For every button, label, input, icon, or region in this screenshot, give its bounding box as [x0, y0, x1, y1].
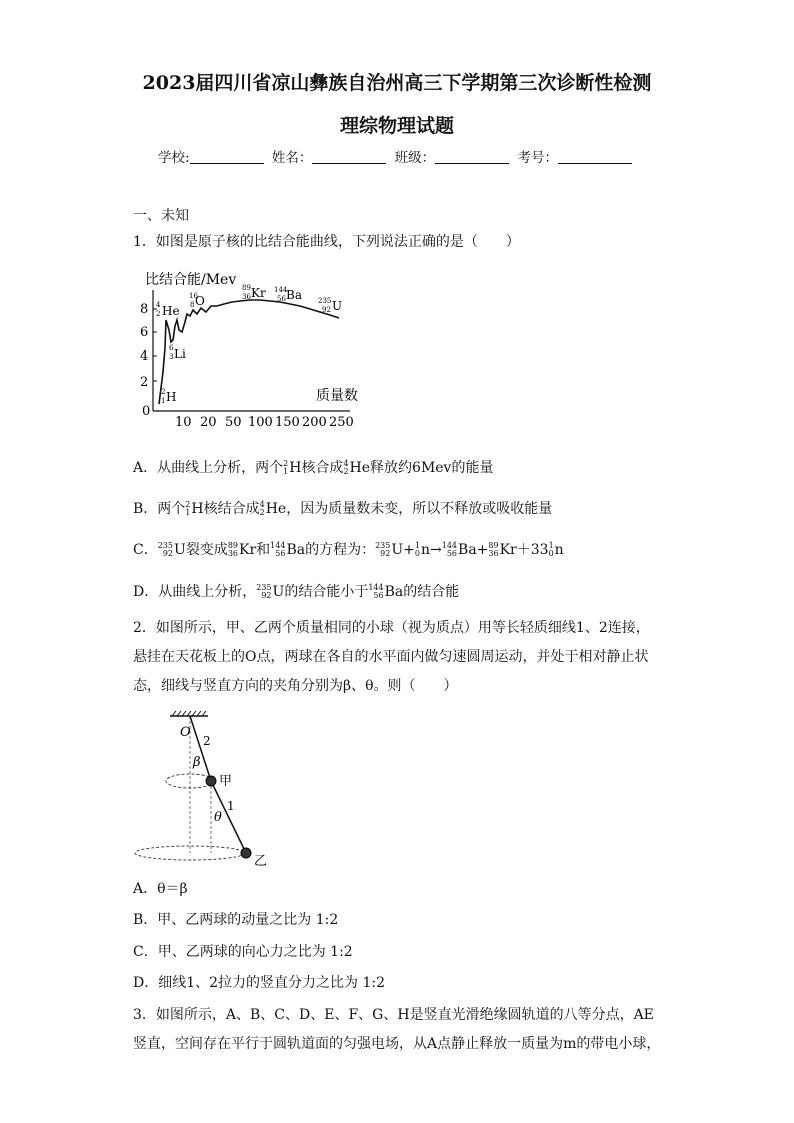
ytick-0: 0: [142, 404, 151, 419]
h-mass: 2: [161, 388, 166, 396]
opt-c-iso-ba: 144 56: [270, 541, 286, 558]
opt-c-eq-iso-n2: 1 0: [548, 541, 554, 558]
xtick-20: 20: [200, 415, 217, 430]
label-o: O: [180, 725, 191, 740]
u-charge: 92: [322, 306, 331, 314]
kr-mass: 89: [242, 284, 251, 292]
opt-b-text3: ，因为质量数未变，所以不释放或吸收能量: [286, 501, 553, 517]
school-blank[interactable]: [190, 151, 264, 164]
label-string-2: 2: [203, 734, 211, 748]
xtick-50: 50: [225, 415, 242, 430]
ba-mass: 144: [274, 286, 288, 294]
o-mass: 16: [189, 292, 198, 300]
opt-a-nuclide2: He: [349, 460, 371, 476]
opt-c-eq5: n: [554, 542, 564, 558]
opt-c-eq-iso-u: 235 92: [375, 541, 391, 558]
opt-c-eq4: Kr＋33: [499, 542, 549, 558]
u-mass: 235: [318, 297, 332, 305]
ytick-4: 4: [140, 349, 149, 364]
u-label: U: [332, 299, 343, 313]
opt-d-ba: Ba: [384, 584, 404, 600]
opt-a-text1: A．从曲线上分析，两个: [133, 460, 284, 476]
h-label: H: [166, 390, 177, 404]
opt-b-iso1: 2 1: [185, 500, 191, 517]
binding-energy-chart: [140, 268, 370, 433]
opt-c-text3: 和: [256, 542, 271, 558]
opt-c-eq-iso-ba: 144 56: [441, 541, 458, 558]
he-charge: 2: [156, 310, 161, 318]
opt-d-iso-ba: 144 56: [368, 583, 384, 600]
opt-c-arrow: →: [430, 542, 442, 558]
opt-b-text2: 核结合成: [203, 501, 260, 517]
opt-d-text1: D．从曲线上分析，: [133, 584, 257, 600]
opt-c-iso-u: 235 92: [157, 541, 173, 558]
q2-option-c[interactable]: C．甲、乙两球的向心力之比为 1:2: [133, 944, 353, 960]
binding-energy-curve: [159, 300, 339, 404]
o-charge: 8: [190, 301, 195, 309]
opt-b-nuclide2: He: [265, 501, 287, 517]
chart-ylabel: 比结合能/Mev: [145, 272, 237, 288]
ytick-6: 6: [140, 325, 149, 340]
section-heading: 一、未知: [133, 208, 189, 224]
li-label: Li: [174, 347, 186, 361]
q1-stem: 1．如图是原子核的比结合能曲线，下列说法正确的是（ ）: [133, 234, 520, 250]
kr-label: Kr: [251, 286, 266, 300]
xtick-150: 150: [275, 415, 300, 430]
string-2: [190, 716, 211, 781]
chart-xlabel: 质量数: [316, 388, 358, 404]
opt-a-iso2: 4 2: [343, 459, 349, 476]
he-mass: 4: [156, 301, 161, 309]
ytick-2: 2: [140, 375, 149, 390]
label-string-1: 1: [227, 799, 235, 813]
q2-option-d[interactable]: D．细线1、2拉力的竖直分力之比为 1:2: [133, 975, 386, 991]
he-label: He: [162, 304, 180, 318]
label-yi: 乙: [254, 854, 268, 868]
q1-option-b[interactable]: [133, 498, 552, 518]
opt-c-eq1: U+: [391, 542, 415, 558]
q2-stem: 2．如图所示，甲、乙两个质量相同的小球（视为质点）用等长轻质细线1、2连接，悬挂在天花板上的O点，两球在各自的水平面内做匀速圆周运动，并处于相对静止状态，细线与竖直方向的夹角分别为β、θ。则（ ）: [133, 620, 650, 694]
pendulum-figure: [130, 708, 280, 868]
label-theta: θ: [214, 810, 222, 825]
opt-d-u: U: [272, 584, 285, 600]
opt-c-eq-iso-n: 1 0: [414, 541, 420, 558]
page-title-line1: 2023届四川省凉山彝族自治州高三下学期第三次诊断性检测: [142, 72, 652, 94]
ball-yi: [241, 848, 251, 858]
exam-number-label: 考号：: [517, 150, 558, 166]
ytick-8: 8: [140, 302, 149, 317]
o-label: O: [195, 294, 205, 308]
ball-jia: [206, 776, 216, 786]
opt-b-iso2: 4 2: [259, 500, 265, 517]
opt-c-text2: 裂变成: [185, 542, 228, 558]
opt-c-iso-kr: 89 36: [227, 541, 238, 558]
opt-c-u: U: [174, 542, 186, 558]
page-title-line2: 理综物理试题: [339, 115, 454, 137]
opt-d-text2: 的结合能小于: [284, 584, 369, 600]
xtick-10: 10: [175, 415, 192, 430]
q1-option-d[interactable]: [133, 581, 459, 601]
opt-c-kr: Kr: [239, 542, 257, 558]
opt-a-iso1: 2 1: [283, 459, 289, 476]
opt-a-text2: 核合成: [301, 460, 344, 476]
opt-c-text1: C．: [133, 542, 158, 558]
q3-stem: 3．如图所示，A、B、C、D、E、F、G、H是竖直光滑绝缘圆轨道的八等分点，AE竖直，空间存在平行于圆轨道面的匀强电场，从A点静止释放一质量为m的带电小球，: [133, 1007, 661, 1052]
opt-c-text4: 的方程为：: [305, 542, 376, 558]
ba-charge: 56: [277, 295, 286, 303]
opt-c-eq-iso-kr: 89 36: [488, 541, 499, 558]
school-label: 学校:: [158, 150, 190, 166]
ba-label: Ba: [286, 288, 302, 302]
exam-number-blank[interactable]: [558, 151, 632, 164]
name-label: 姓名：: [271, 150, 313, 166]
class-label: 班级：: [394, 150, 436, 166]
opt-b-text1: B．两个: [133, 501, 186, 517]
opt-c-eq2: n: [420, 542, 431, 558]
q1-option-a[interactable]: [133, 457, 493, 477]
kr-charge: 36: [242, 293, 251, 301]
student-info-line: [0, 146, 794, 166]
label-beta: β: [193, 755, 201, 770]
opt-a-nuclide1: H: [289, 460, 302, 476]
name-blank[interactable]: [312, 151, 386, 164]
opt-d-text3: 的结合能: [403, 584, 460, 600]
q2-option-a[interactable]: A．θ＝β: [133, 881, 188, 897]
opt-c-ba: Ba: [286, 542, 306, 558]
xtick-100: 100: [248, 415, 273, 430]
opt-a-text3: 释放约6Mev的能量: [370, 460, 494, 476]
h-charge: 1: [161, 397, 166, 405]
label-jia: 甲: [219, 774, 233, 789]
li-charge: 3: [169, 353, 174, 361]
opt-d-iso-u: 235 92: [256, 583, 272, 600]
q1-option-c[interactable]: [133, 539, 564, 559]
xtick-250: 250: [329, 415, 354, 430]
opt-c-eq3: Ba+: [458, 542, 489, 558]
opt-b-nuclide1: H: [191, 501, 204, 517]
li-mass: 6: [169, 344, 174, 352]
q2-option-b[interactable]: B．甲、乙两球的动量之比为 1:2: [133, 912, 339, 928]
xtick-200: 200: [302, 415, 327, 430]
class-blank[interactable]: [435, 151, 509, 164]
